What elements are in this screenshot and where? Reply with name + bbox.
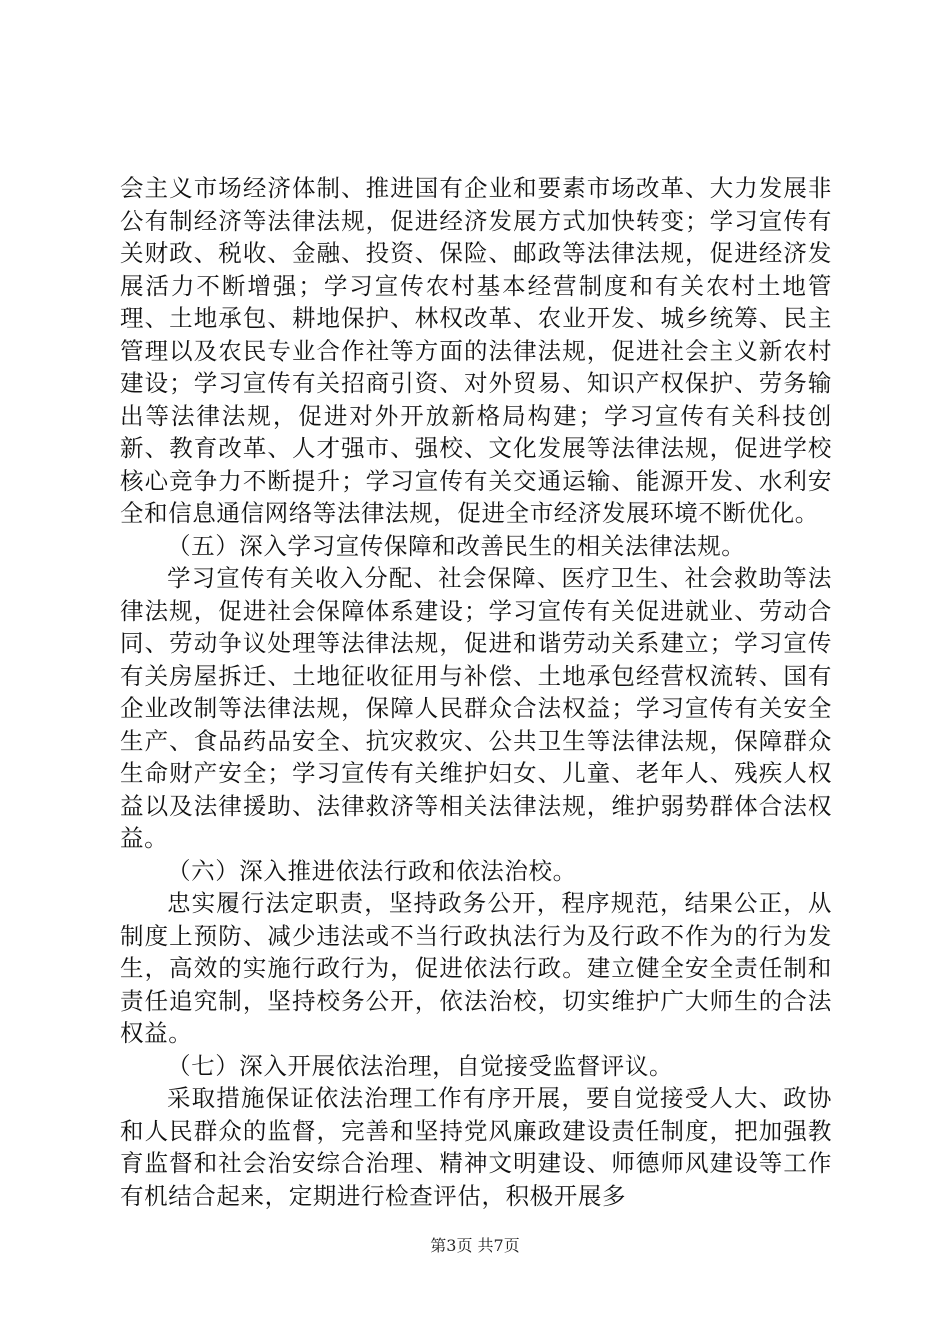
section-heading-5: （五）深入学习宣传保障和改善民生的相关法律法规。 <box>167 531 746 560</box>
paragraph-section-7: 采取措施保证依法治理工作有序开展，要自觉接受人大、政协和人民群众的监督，完善和坚持党风廉政建设责任制度，把加强教育监督和社会治安综合治理、精神文明建设、师德师风建设等工作有机结合起来，定期进行检查评估，积极开展多 <box>120 1084 832 1210</box>
paragraph-continuation: 会主义市场经济体制、推进国有企业和要素市场改革、大力发展非公有制经济等法律法规，促进经济发展方式加快转变；学习宣传有关财政、税收、金融、投资、保险、邮政等法律法规，促进经济发展活力不断增强；学习宣传农村基本经营制度和有关农村土地管理、土地承包、耕地保护、林权改革、农业开发、城乡统筹、民主管理以及农民专业合作社等方面的法律法规，促进社会主义新农村建设；学习宣传有关招商引资、对外贸易、知识产权保护、劳务输出等法律法规，促进对外开放新格局构建；学习宣传有关科技创新、教育改革、人才强市、强校、文化发展等法律法规，促进学校核心竞争力不断提升；学习宣传有关交通运输、能源开发、水利安全和信息通信网络等法律法规，促进全市经济发展环境不断优化。 <box>120 174 832 527</box>
paragraph-section-6: 忠实履行法定职责，坚持政务公开，程序规范，结果公正，从制度上预防、减少违法或不当行政执法行为及行政不作为的行为发生，高效的实施行政行为，促进依法行政。建立健全安全责任制和责任追究制，坚持校务公开，依法治校，切实维护广大师生的合法权益。 <box>120 889 832 1047</box>
page-number-footer: 第3页 共7页 <box>430 1236 520 1255</box>
section-heading-6: （六）深入推进依法行政和依法治校。 <box>167 856 577 885</box>
document-body <box>120 172 832 1212</box>
section-heading-7: （七）深入开展依法治理，自觉接受监督评议。 <box>167 1051 674 1080</box>
paragraph-section-5: 学习宣传有关收入分配、社会保障、医疗卫生、社会救助等法律法规，促进社会保障体系建设；学习宣传有关促进就业、劳动合同、劳动争议处理等法律法规，促进和谐劳动关系建立；学习宣传有关房屋拆迁、土地征收征用与补偿、土地承包经营权流转、国有企业改制等法律法规，保障人民群众合法权益；学习宣传有关安全生产、食品药品安全、抗灾救灾、公共卫生等法律法规，保障群众生命财产安全；学习宣传有关维护妇女、儿童、老年人、残疾人权益以及法律援助、法律救济等相关法律法规，维护弱势群体合法权益。 <box>120 564 832 852</box>
